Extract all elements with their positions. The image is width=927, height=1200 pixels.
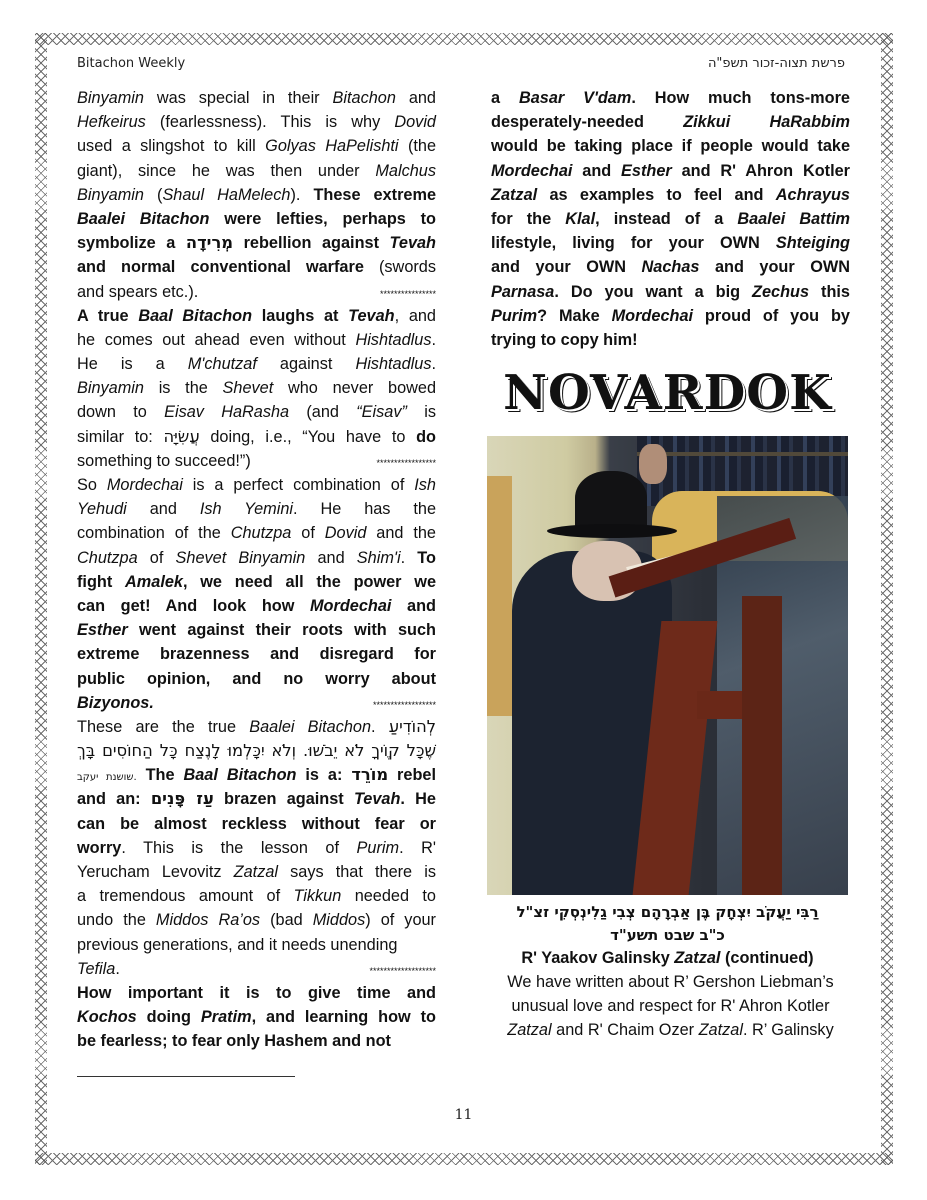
text-run: שֶׁכָּל קוֶֹיךָ לֹא יֵבֹשׁוּ. וְלֹא יִכָּלְמוּ לָנֶצַח כָּל הַחוֹסִים בָּךְ [77, 741, 436, 761]
text-run: Zatzal [491, 185, 538, 204]
text-run: Tevah [389, 234, 436, 253]
text-run: עַז פָּנִים [150, 789, 214, 809]
text-run: for the [491, 209, 566, 228]
text-run: Binyamin [77, 89, 144, 107]
text-run: Kochos [77, 1008, 137, 1027]
text-run: this [809, 282, 850, 301]
text-run: fight [77, 572, 126, 591]
text-line [491, 183, 850, 207]
text-run: Purim [356, 838, 400, 857]
text-run: מְרִידָה [185, 233, 234, 253]
text-line [77, 497, 436, 521]
text-run: . R' [399, 838, 436, 857]
text-run: and normal conventional warfare [77, 258, 364, 277]
text-run: He is a [77, 355, 188, 374]
text-line [77, 304, 436, 328]
border-bottom [35, 1153, 893, 1165]
text-run: do [416, 427, 436, 446]
text-run: Dovid [394, 113, 436, 132]
text-run: How important it is to give time and [77, 983, 436, 1002]
text-run: unusual love and respect for R' Ahron Kotler [511, 997, 830, 1016]
text-line [77, 860, 436, 884]
text-run: down to [77, 403, 165, 422]
text-line [491, 304, 850, 328]
text-run: “Eisav” [356, 403, 407, 422]
text-line [77, 280, 436, 304]
left-column-article [77, 86, 436, 1054]
text-run: previous generations, and it needs unending [77, 935, 398, 954]
text-run: To [417, 548, 436, 567]
text-run: עֲשִׂיָּה [163, 426, 200, 446]
text-run: Baalei Bitachon [249, 717, 372, 736]
text-run: brazen against [213, 790, 354, 809]
text-run: Hefkeirus [77, 113, 146, 132]
text-run: (the [398, 137, 436, 156]
text-line [491, 994, 850, 1018]
text-run: Baalei Bitachon [77, 209, 210, 228]
text-run: and [126, 500, 200, 519]
text-line [491, 134, 850, 158]
text-run: as examples to feel and [537, 185, 776, 204]
text-run: would be taking place if people would take [491, 137, 850, 156]
text-run: symbolize a [77, 234, 186, 253]
caption-hebrew-name: רַבִּי יַעֲקֹב יִצְחָק בֶּן אַבְרָהָם צְבִי גַלִינְסְקִי זצ"ל [516, 903, 819, 921]
text-line [77, 183, 436, 207]
text-run: rebellion against [233, 234, 390, 253]
section-title-novardok: NOVARDOK [503, 365, 832, 421]
text-run: . [431, 355, 436, 374]
text-run: Golyas HaPelishti [265, 137, 399, 156]
text-run: ). [290, 185, 314, 204]
text-run: doing [136, 1008, 201, 1027]
text-run: Malchus [375, 161, 436, 180]
text-run: . [371, 717, 389, 736]
text-line [77, 231, 436, 255]
text-run: can get! And look how [77, 596, 310, 615]
photo-caption [487, 900, 848, 970]
text-run: went against their roots with such [127, 621, 436, 640]
text-run: Hishtadlus [355, 355, 432, 374]
rabbi-photo [487, 436, 848, 895]
text-line [77, 546, 436, 570]
text-run: (fearlessness). This is why [145, 113, 395, 132]
text-run: Basar V'dam [518, 89, 632, 107]
section-divider-asterisks: ***************** [376, 457, 436, 468]
text-run: Middos Ra’os [155, 911, 261, 930]
text-run: . R’ Galinsky [742, 1021, 834, 1040]
text-run: Chutzpa [230, 524, 292, 543]
text-line [77, 376, 436, 400]
text-line [77, 642, 436, 666]
caption-hebrew-date: כ"ב שבט תשע"ד [610, 926, 725, 944]
text-run: against [256, 355, 356, 374]
text-run: worry [77, 838, 122, 857]
text-run: Tefila [77, 959, 116, 978]
text-run: Baal Bitachon [138, 306, 253, 325]
section-divider-asterisks: **************** [379, 288, 436, 299]
text-run: be fearless; to fear only Hashem and not [77, 1032, 391, 1051]
text-run: he comes out ahead even without [77, 330, 356, 349]
text-run: trying to copy him! [491, 330, 638, 349]
text-run: ( [143, 185, 163, 204]
text-line [77, 957, 436, 981]
text-run: and your OWN [699, 258, 850, 277]
text-line [77, 884, 436, 908]
text-run: These extreme [313, 185, 436, 204]
text-run: Tevah [348, 306, 395, 325]
text-run: of [137, 548, 176, 567]
text-run: Zechus [752, 282, 810, 301]
text-run: Yerucham Levovitz [77, 863, 234, 881]
text-run: . [431, 330, 436, 349]
text-line [77, 836, 436, 860]
text-run: These are the true [77, 717, 250, 736]
text-run: , instead of a [595, 209, 738, 228]
text-run: , and [394, 306, 436, 325]
text-run: . [115, 959, 120, 978]
text-run: Binyamin [77, 185, 144, 204]
text-line [77, 667, 436, 691]
text-line [77, 763, 436, 787]
text-run: similar to: [77, 427, 164, 446]
text-run: Shevet Binyamin [175, 548, 306, 567]
text-run: Amalek [125, 572, 183, 591]
text-run: is a perfect combination of [182, 476, 415, 494]
text-run: Ish [414, 476, 436, 494]
text-line [77, 1005, 436, 1029]
text-run: and [305, 548, 357, 567]
text-line [77, 812, 436, 836]
text-line [77, 449, 436, 473]
text-run: can be almost reckless without fear or [77, 814, 436, 833]
text-line [77, 618, 436, 642]
running-header-title: Bitachon Weekly [77, 56, 186, 71]
text-run: is [406, 403, 436, 422]
text-run: מוֹרֵד [351, 765, 389, 785]
text-line [77, 352, 436, 376]
text-run: lifestyle, living for your OWN [491, 234, 776, 253]
text-run: Middos [312, 911, 366, 930]
text-run: Bizyonos. [77, 693, 154, 712]
text-line [77, 570, 436, 594]
text-run: Mordechai [106, 476, 183, 494]
text-run: , we need all the power we [182, 572, 436, 591]
text-run: . He has the [293, 500, 436, 519]
text-run: giant), since he was then under [77, 161, 376, 180]
right-column-article [491, 86, 850, 352]
text-run: undo the [77, 911, 156, 930]
continuation-text [491, 970, 850, 1043]
text-run: and an: [77, 790, 151, 809]
text-run: . Do you want a big [554, 282, 753, 301]
text-run: is the [143, 379, 223, 398]
text-run: Zatzal [233, 863, 279, 881]
text-run: The [136, 766, 184, 785]
text-run: . [400, 548, 418, 567]
text-run: and R' Chaim Ozer [551, 1021, 699, 1040]
text-line [491, 280, 850, 304]
text-run: and spears etc.). [77, 282, 199, 301]
border-top [35, 33, 893, 45]
text-run: So [77, 476, 107, 494]
text-line [77, 425, 436, 449]
text-run: desperately-needed [491, 113, 684, 132]
text-line [77, 1029, 436, 1053]
footnote-separator [77, 1076, 295, 1077]
text-run: proud of you by [693, 306, 850, 325]
text-run: ? Make [537, 306, 612, 325]
text-line [77, 787, 436, 811]
text-run: laughs at [252, 306, 349, 325]
text-run: Tikkun [293, 887, 342, 906]
text-run: Bitachon [332, 89, 396, 107]
text-run: Hishtadlus [355, 330, 432, 349]
text-run: Mordechai [310, 596, 392, 615]
text-run: Parnasa [491, 282, 555, 301]
text-run: Achrayus [775, 185, 850, 204]
border-left [35, 33, 47, 1165]
text-run: A true [77, 306, 139, 325]
text-line [491, 255, 850, 279]
text-run: Mordechai [611, 306, 694, 325]
text-run: Yehudi [77, 500, 127, 519]
text-run: Zikkui HaRabbim [683, 113, 851, 132]
text-run: public opinion, and no worry about [77, 669, 436, 688]
text-run: Nachas [641, 258, 700, 277]
text-run: Esther [621, 161, 672, 180]
caption-english-heading: R' Yaakov Galinsky Zatzal (continued) [521, 949, 814, 967]
text-run: extreme brazenness and disregard for [77, 645, 436, 664]
text-run: . This is the lesson of [121, 838, 357, 857]
text-run: Dovid [324, 524, 367, 543]
text-run: a [491, 89, 519, 107]
text-run: used a slingshot to kill [77, 137, 266, 156]
text-line [491, 159, 850, 183]
text-run: Esther [77, 621, 128, 640]
text-line [77, 594, 436, 618]
text-line [491, 328, 850, 352]
text-line [77, 207, 436, 231]
text-line [77, 981, 436, 1005]
text-run: is a: [296, 766, 352, 785]
text-run: (swords [363, 258, 436, 277]
text-run: Baalei Battim [737, 209, 850, 228]
text-run: and the [366, 524, 436, 543]
text-run: (bad [260, 911, 313, 930]
page-number: 11 [454, 1107, 473, 1123]
text-run: M'chutzaf [187, 355, 257, 374]
text-run: . He [400, 790, 436, 809]
text-line [491, 1018, 850, 1042]
text-line [77, 328, 436, 352]
text-run: Zatzal [698, 1021, 743, 1040]
text-run: Ish Yemini [199, 500, 294, 519]
text-run: of [291, 524, 325, 543]
text-line [77, 521, 436, 545]
text-run: Binyamin [77, 379, 144, 398]
text-run: Chutzpa [77, 548, 138, 567]
text-line [491, 207, 850, 231]
text-run: Mordechai [491, 161, 573, 180]
text-line [77, 159, 436, 183]
running-header-parsha: פרשת תצוה-זכור תשפ"ה [707, 56, 845, 71]
text-run: Shim'i [356, 548, 401, 567]
text-run: Pratim [200, 1008, 252, 1027]
text-run: Shevet [222, 379, 274, 398]
text-run: Tevah [353, 790, 401, 809]
text-run: Klal [565, 209, 596, 228]
section-divider-asterisks: ****************** [372, 699, 436, 710]
text-line [77, 255, 436, 279]
text-run: something to succeed!”) [77, 451, 251, 470]
text-run: needed to [341, 887, 436, 906]
text-run: Purim [491, 306, 538, 325]
text-line [77, 739, 436, 763]
text-line [77, 473, 436, 497]
text-line [491, 231, 850, 255]
text-line [491, 86, 850, 110]
text-run: and [395, 89, 436, 107]
text-run: ) of your [365, 911, 436, 930]
text-run: and [572, 161, 622, 180]
text-run: Zatzal [507, 1021, 552, 1040]
text-line [77, 134, 436, 158]
text-line [77, 110, 436, 134]
text-run: doing, i.e., “You have to [199, 427, 417, 446]
text-line [77, 715, 436, 739]
text-line [491, 970, 850, 994]
section-divider-asterisks: ******************* [369, 965, 436, 976]
text-line [491, 110, 850, 134]
text-run: Eisav HaRasha [164, 403, 290, 422]
text-run: . How much tons-more [631, 89, 850, 107]
text-run: says that there is [278, 863, 436, 881]
text-run: rebel [388, 766, 436, 785]
text-line [77, 933, 436, 957]
text-run: (and [289, 403, 357, 422]
text-run: Shteiging [775, 234, 850, 253]
text-run: a tremendous amount of [77, 887, 294, 906]
border-right [881, 33, 893, 1165]
text-run: and [391, 596, 436, 615]
text-run: combination of the [77, 524, 231, 543]
text-run: שושנת יעקב. [77, 772, 137, 784]
text-run: were lefties, perhaps to [209, 209, 436, 228]
text-line [77, 691, 436, 715]
text-run: Shaul HaMelech [162, 185, 291, 204]
text-line [77, 400, 436, 424]
text-line [77, 86, 436, 110]
text-run: לְהוֹדִיעַ [388, 716, 436, 736]
text-line [77, 908, 436, 932]
text-run: , and learning how to [251, 1008, 437, 1027]
text-run: was special in their [143, 89, 333, 107]
text-run: who never bowed [273, 379, 436, 398]
text-run: Baal Bitachon [183, 766, 297, 785]
text-run: and your OWN [491, 258, 642, 277]
text-run: We have written about R’ Gershon Liebman’s [507, 973, 834, 991]
text-run: and R' Ahron Kotler [671, 161, 850, 180]
